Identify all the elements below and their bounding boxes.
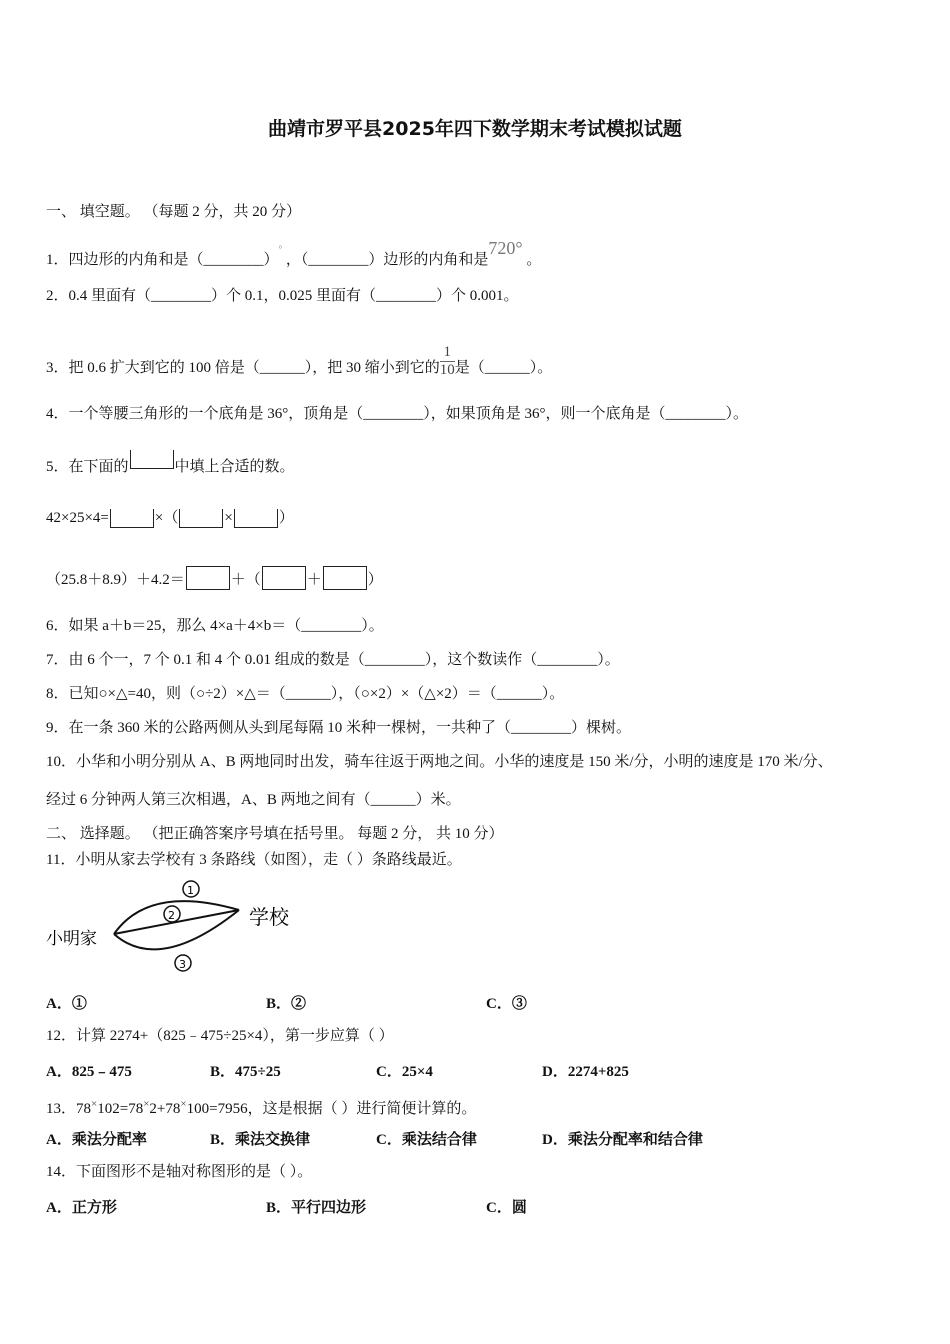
q1-end: 。 <box>526 252 542 268</box>
q5-eq2-box-3[interactable] <box>323 566 367 590</box>
q11-option-a[interactable]: A．① <box>46 996 87 1012</box>
section2-heading: 二、 选择题。 （把正确答案序号填在括号里。 每题 2 分， 共 10 分） <box>46 826 504 842</box>
q11-option-c[interactable]: C．③ <box>486 996 527 1012</box>
question-10-line-1: 10．小华和小明分别从 A、B 两地同时出发，骑车往返于两地之间。小华的速度是 150 米/分，小明的速度是 170 米/分、 <box>46 754 833 770</box>
q13-option-a[interactable]: A．乘法分配率 <box>46 1132 147 1148</box>
q5-sample-box <box>130 450 174 469</box>
q13-option-b[interactable]: B．乘法交换律 <box>210 1132 311 1148</box>
q12-option-b[interactable]: B．475÷25 <box>210 1064 281 1080</box>
q1-degree-value: 720° <box>488 238 523 258</box>
question-1 <box>46 238 541 270</box>
route-diagram <box>44 874 304 978</box>
question-12: 12．计算 2274+（825﹣475÷25×4），第一步应算（ ） <box>46 1028 394 1044</box>
q5-part-b: 中填上合适的数。 <box>174 459 295 475</box>
q1-degree-mark: ° <box>278 244 283 254</box>
q5-eq1-box-3[interactable] <box>234 509 278 528</box>
q13-part-a: 13．78 <box>46 1101 92 1117</box>
route-1-number: 1 <box>187 884 194 897</box>
q1-part-a: 1．四边形的内角和是（________） <box>46 252 279 268</box>
question-4: 4．一个等腰三角形的一个底角是 36°，顶角是（________），如果顶角是 36°，则一个底角是（________）。 <box>46 406 749 422</box>
question-2: 2．0.4 里面有（________）个 0.1，0.025 里面有（________）个 0.001。 <box>46 288 519 304</box>
q11-option-b[interactable]: B．② <box>266 996 307 1012</box>
q3-numerator: 1 <box>440 344 455 362</box>
q5-eq2-plus: ＋（ <box>230 572 261 588</box>
q13-part-c: 2+78 <box>149 1101 181 1117</box>
q5-eq1-box-2[interactable] <box>179 509 223 528</box>
q5-eq1-times: ×（ <box>154 510 179 526</box>
q5-eq2-box-2[interactable] <box>262 566 306 590</box>
q5-eq1-times-2: × <box>224 510 233 526</box>
route-3-number: 3 <box>179 958 186 971</box>
question-6: 6．如果 a＋b＝25，那么 4×a＋4×b＝（________）。 <box>46 618 384 634</box>
question-8: 8．已知○×△=40，则（○÷2）×△＝（______），（○×2）×（△×2）＝（______）。 <box>46 686 565 702</box>
home-label: 小明家 <box>46 929 97 949</box>
route-1-path <box>114 901 239 934</box>
q5-eq2-left: （25.8＋8.9）＋4.2＝ <box>46 572 185 588</box>
question-3 <box>46 344 552 379</box>
q13-part-b: 102=78 <box>97 1101 144 1117</box>
question-9: 9．在一条 360 米的公路两侧从头到尾每隔 10 米种一棵树，一共种了（________）棵树。 <box>46 720 632 736</box>
q13-option-d[interactable]: D．乘法分配率和结合律 <box>542 1132 703 1148</box>
q5-equation-1 <box>46 508 294 528</box>
section1-heading: 一、 填空题。 （每题 2 分，共 20 分） <box>46 204 302 220</box>
question-11: 11．小明从家去学校有 3 条路线（如图），走（ ）条路线最近。 <box>46 852 462 868</box>
question-7: 7．由 6 个一，7 个 0.1 和 4 个 0.01 组成的数是（________），这个数读作（________）。 <box>46 652 620 668</box>
q5-part-a: 5．在下面的 <box>46 459 129 475</box>
question-5 <box>46 450 295 477</box>
q13-part-d: 100=7956，这是根据（ ）进行简便计算的。 <box>186 1101 477 1117</box>
school-label: 学校 <box>249 905 289 929</box>
page-title: 曲靖市罗平县2025年四下数学期末考试模拟试题 <box>268 118 682 140</box>
q12-option-d[interactable]: D．2274+825 <box>542 1064 629 1080</box>
q3-denominator: 10 <box>439 362 455 378</box>
question-10-line-2: 经过 6 分钟两人第三次相遇，A、B 两地之间有（______）米。 <box>46 792 461 808</box>
q5-eq2-close: ） <box>367 572 383 588</box>
question-13 <box>46 1094 476 1119</box>
q14-option-a[interactable]: A．正方形 <box>46 1200 117 1216</box>
route-2-path <box>114 910 239 934</box>
q14-option-c[interactable]: C．圆 <box>486 1200 527 1216</box>
q5-eq1-close: ） <box>278 510 294 526</box>
q13-option-c[interactable]: C．乘法结合律 <box>376 1132 477 1148</box>
q3-fraction <box>440 344 455 379</box>
question-14: 14．下面图形不是轴对称图形的是（ ）。 <box>46 1164 313 1180</box>
q12-option-c[interactable]: C．25×4 <box>376 1064 433 1080</box>
q13-cross-3: × <box>180 1098 187 1110</box>
q12-option-a[interactable]: A．825﹣475 <box>46 1064 132 1080</box>
route-2-number: 2 <box>168 909 175 922</box>
q5-eq1-left: 42×25×4= <box>46 510 109 526</box>
q3-part-a: 3．把 0.6 扩大到它的 100 倍是（______），把 30 缩小到它的 <box>46 360 440 376</box>
q13-cross-2: × <box>143 1098 150 1110</box>
q3-part-b: 是（______）。 <box>454 360 553 376</box>
q13-cross-1: × <box>91 1098 98 1110</box>
q5-eq1-box-1[interactable] <box>110 509 154 528</box>
q1-part-b: ，（________）边形的内角和是 <box>285 252 489 268</box>
q5-eq2-plus-2: ＋ <box>306 572 322 588</box>
q5-equation-2 <box>46 566 383 590</box>
q5-eq2-box-1[interactable] <box>186 566 230 590</box>
q14-option-b[interactable]: B．平行四边形 <box>266 1200 367 1216</box>
